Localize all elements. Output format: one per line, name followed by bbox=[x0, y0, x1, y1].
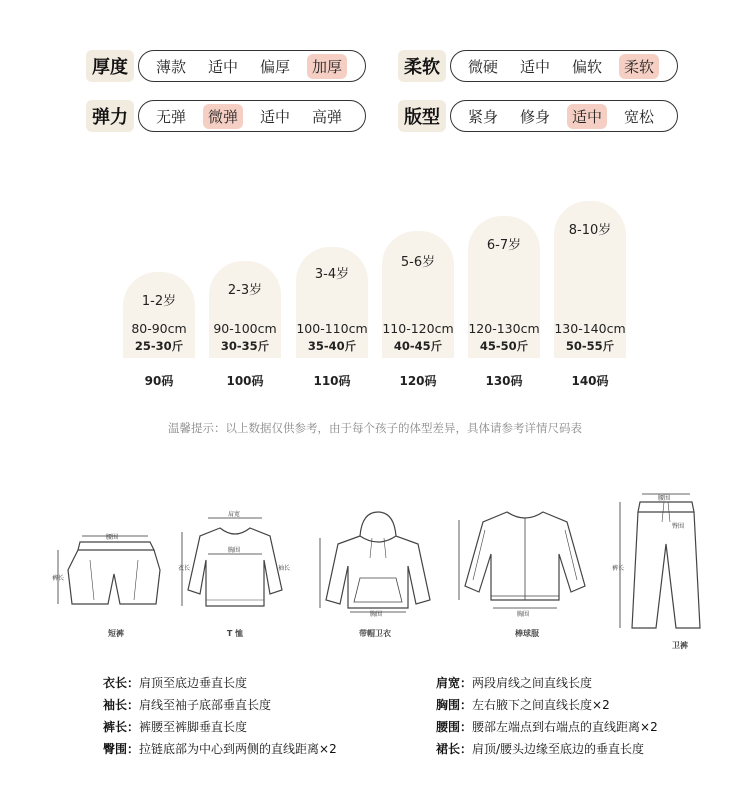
definition-desc: 肩顶/腰头边缘至底边的垂直长度 bbox=[472, 742, 645, 756]
definition-term: 腰围： bbox=[436, 720, 473, 734]
pants-figure bbox=[610, 488, 720, 644]
definition-term: 裤长： bbox=[103, 720, 140, 734]
definition-term: 臀围： bbox=[103, 742, 140, 756]
attr-options bbox=[138, 50, 366, 82]
size-weight: 35-40斤 bbox=[307, 339, 357, 353]
attr-option-selected: 适中 bbox=[567, 104, 607, 129]
size-column-120 bbox=[382, 231, 454, 358]
attr-option-selected: 柔软 bbox=[619, 54, 659, 79]
size-age: 6-7岁 bbox=[486, 238, 522, 253]
attr-option: 偏厚 bbox=[260, 57, 291, 76]
jacket-caption: 棒球服 bbox=[515, 629, 539, 638]
size-weight: 40-45斤 bbox=[393, 339, 443, 353]
attr-option: 薄款 bbox=[156, 57, 187, 76]
attr-options bbox=[138, 100, 366, 132]
chest-label: 胸围 bbox=[517, 611, 530, 618]
definition-desc: 肩顶至底边垂直长度 bbox=[139, 676, 248, 690]
attr-label: 柔软 bbox=[398, 50, 446, 82]
attr-option: 修身 bbox=[520, 107, 551, 126]
shoulder-label: 肩宽 bbox=[228, 511, 241, 518]
hoodie-figure bbox=[314, 508, 442, 618]
size-weight: 25-30斤 bbox=[134, 339, 184, 353]
attr-option: 偏软 bbox=[572, 57, 603, 76]
sleeve-label: 袖长 bbox=[278, 565, 291, 572]
size-height: 110-120cm bbox=[382, 321, 454, 336]
size-column-110 bbox=[296, 247, 368, 358]
hip-label: 臀围 bbox=[672, 523, 685, 530]
definition-row bbox=[103, 718, 247, 735]
definition-row bbox=[436, 696, 610, 713]
attr-option: 适中 bbox=[520, 57, 551, 76]
size-weight: 45-50斤 bbox=[479, 339, 529, 353]
definition-term: 肩宽： bbox=[436, 676, 473, 690]
waist-label: 腰围 bbox=[106, 534, 119, 541]
definition-term: 袖长： bbox=[103, 698, 140, 712]
size-code: 90码 bbox=[144, 374, 174, 388]
size-height: 120-130cm bbox=[468, 321, 540, 336]
waist-label: 腰围 bbox=[658, 495, 671, 502]
size-column-90 bbox=[123, 272, 195, 358]
definition-term: 裙长： bbox=[436, 742, 473, 756]
size-height: 130-140cm bbox=[554, 321, 626, 336]
definition-row bbox=[103, 674, 247, 691]
attr-options bbox=[450, 100, 678, 132]
chest-label: 胸围 bbox=[228, 547, 241, 554]
shorts-caption: 短裤 bbox=[108, 629, 124, 638]
attr-option: 适中 bbox=[260, 107, 291, 126]
definition-row bbox=[436, 718, 658, 735]
size-code: 100码 bbox=[226, 374, 264, 388]
attr-thickness bbox=[86, 50, 366, 82]
attr-label: 厚度 bbox=[86, 50, 134, 82]
definition-row bbox=[436, 674, 592, 691]
definition-term: 衣长： bbox=[103, 676, 140, 690]
size-weight: 30-35斤 bbox=[220, 339, 270, 353]
definition-desc: 裤腰至裤脚垂直长度 bbox=[139, 720, 248, 734]
size-tip: 温馨提示：以上数据仅供参考，由于每个孩子的体型差异，具体请参考详情尺码表 bbox=[168, 421, 582, 435]
shorts-figure bbox=[50, 530, 170, 622]
pants-caption: 卫裤 bbox=[672, 641, 688, 650]
attr-label: 版型 bbox=[398, 100, 446, 132]
size-age: 8-10岁 bbox=[568, 223, 612, 238]
size-age: 3-4岁 bbox=[314, 267, 350, 282]
size-height: 90-100cm bbox=[213, 321, 277, 336]
attr-options bbox=[450, 50, 678, 82]
attr-option: 紧身 bbox=[468, 107, 499, 126]
attr-softness bbox=[398, 50, 678, 82]
definition-desc: 左右腋下之间直线长度×2 bbox=[472, 698, 610, 712]
attr-option-selected: 微弹 bbox=[203, 104, 243, 129]
attr-option: 宽松 bbox=[624, 107, 655, 126]
size-code: 110码 bbox=[313, 374, 351, 388]
length-label: 裤长 bbox=[52, 575, 65, 582]
definition-desc: 腰部左端点到右端点的直线距离×2 bbox=[472, 720, 658, 734]
attr-option: 无弹 bbox=[156, 107, 187, 126]
attr-option: 微硬 bbox=[468, 57, 499, 76]
chest-label: 胸围 bbox=[370, 611, 383, 618]
attr-fit bbox=[398, 100, 678, 132]
size-code: 140码 bbox=[571, 374, 609, 388]
tshirt-caption: T 恤 bbox=[226, 629, 244, 638]
attr-option: 适中 bbox=[208, 57, 239, 76]
size-code: 130码 bbox=[485, 374, 523, 388]
jacket-figure bbox=[455, 500, 595, 618]
attr-option: 高弹 bbox=[312, 107, 343, 126]
definition-desc: 拉链底部为中心到两侧的直线距离×2 bbox=[139, 742, 337, 756]
definition-row bbox=[103, 740, 337, 757]
clothes-length-label: 衣长 bbox=[178, 565, 191, 572]
size-code: 120码 bbox=[399, 374, 437, 388]
size-height: 100-110cm bbox=[296, 321, 368, 336]
size-column-140 bbox=[554, 201, 626, 358]
length-label: 裤长 bbox=[612, 565, 625, 572]
size-height: 80-90cm bbox=[131, 321, 187, 336]
size-age: 1-2岁 bbox=[141, 294, 177, 309]
size-column-100 bbox=[209, 261, 281, 358]
size-weight: 50-55斤 bbox=[565, 339, 615, 353]
attr-label: 弹力 bbox=[86, 100, 134, 132]
definition-row bbox=[103, 696, 271, 713]
definition-desc: 肩线至袖子底部垂直长度 bbox=[139, 698, 272, 712]
definition-desc: 两段肩线之间直线长度 bbox=[472, 676, 593, 690]
attr-option-selected: 加厚 bbox=[307, 54, 347, 79]
tshirt-figure bbox=[178, 510, 293, 615]
definition-term: 胸围： bbox=[436, 698, 473, 712]
attr-elasticity bbox=[86, 100, 366, 132]
definition-row bbox=[436, 740, 644, 757]
hoodie-caption: 带帽卫衣 bbox=[359, 629, 391, 638]
size-column-130 bbox=[468, 216, 540, 358]
size-age: 5-6岁 bbox=[400, 255, 436, 270]
size-age: 2-3岁 bbox=[227, 283, 263, 298]
